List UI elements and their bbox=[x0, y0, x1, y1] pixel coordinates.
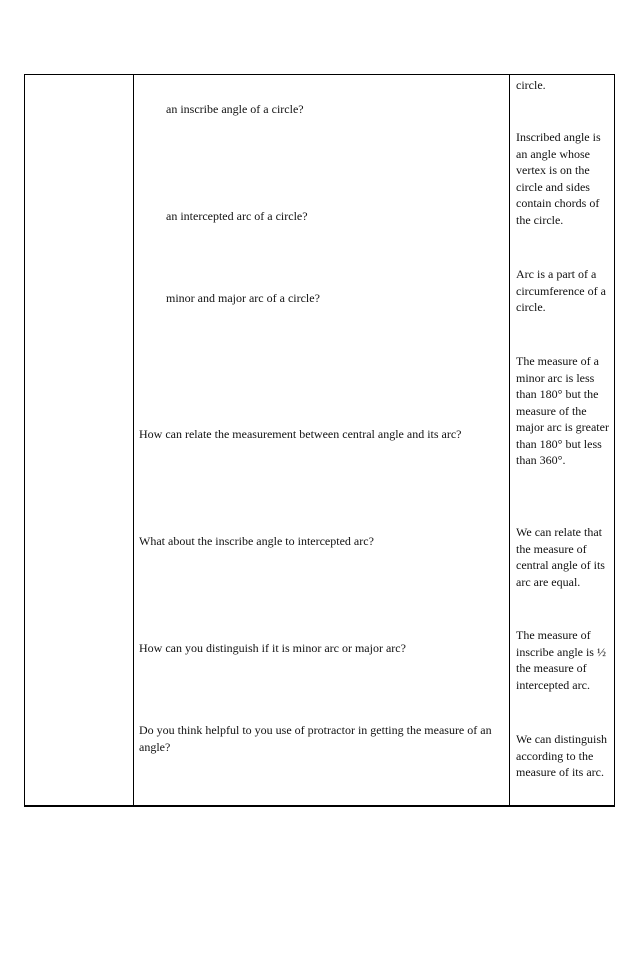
question-protractor: Do you think helpful to you use of protractor in getting the measure of an angle? bbox=[139, 723, 492, 754]
question-central-angle: How can relate the measurement between central angle and its arc? bbox=[139, 427, 462, 441]
answer-inscribed-angle: Inscribed angle is an angle whose vertex is on the circle and sides contain chords of the circle. bbox=[516, 130, 601, 227]
question-minor-major-arc: minor and major arc of a circle? bbox=[166, 291, 320, 305]
answer-circle: circle. bbox=[516, 78, 546, 92]
table-bottom-border bbox=[24, 806, 615, 807]
question-intercepted-arc: an intercepted arc of a circle? bbox=[166, 209, 308, 223]
answer-central-angle: We can relate that the measure of central angle of its arc are equal. bbox=[516, 525, 605, 589]
question-inscribed-angle: an inscribe angle of a circle? bbox=[166, 102, 304, 116]
answer-distinguish-arc: We can distinguish according to the measure of its arc. bbox=[516, 732, 608, 779]
column-divider-1 bbox=[133, 75, 134, 805]
answer-arc: Arc is a part of a circumference of a circle. bbox=[516, 267, 606, 314]
answer-inscribed-to-arc: The measure of inscribe angle is ½ the measure of intercepted arc. bbox=[516, 628, 606, 692]
question-inscribed-to-arc: What about the inscribe angle to intercepted arc? bbox=[139, 534, 374, 548]
column-divider-2 bbox=[509, 75, 510, 805]
question-distinguish-arc: How can you distinguish if it is minor arc or major arc? bbox=[139, 641, 406, 655]
answer-minor-major-arc: The measure of a minor arc is less than 180° but the measure of the major arc is greater than 180° but less than 360°. bbox=[516, 354, 609, 467]
